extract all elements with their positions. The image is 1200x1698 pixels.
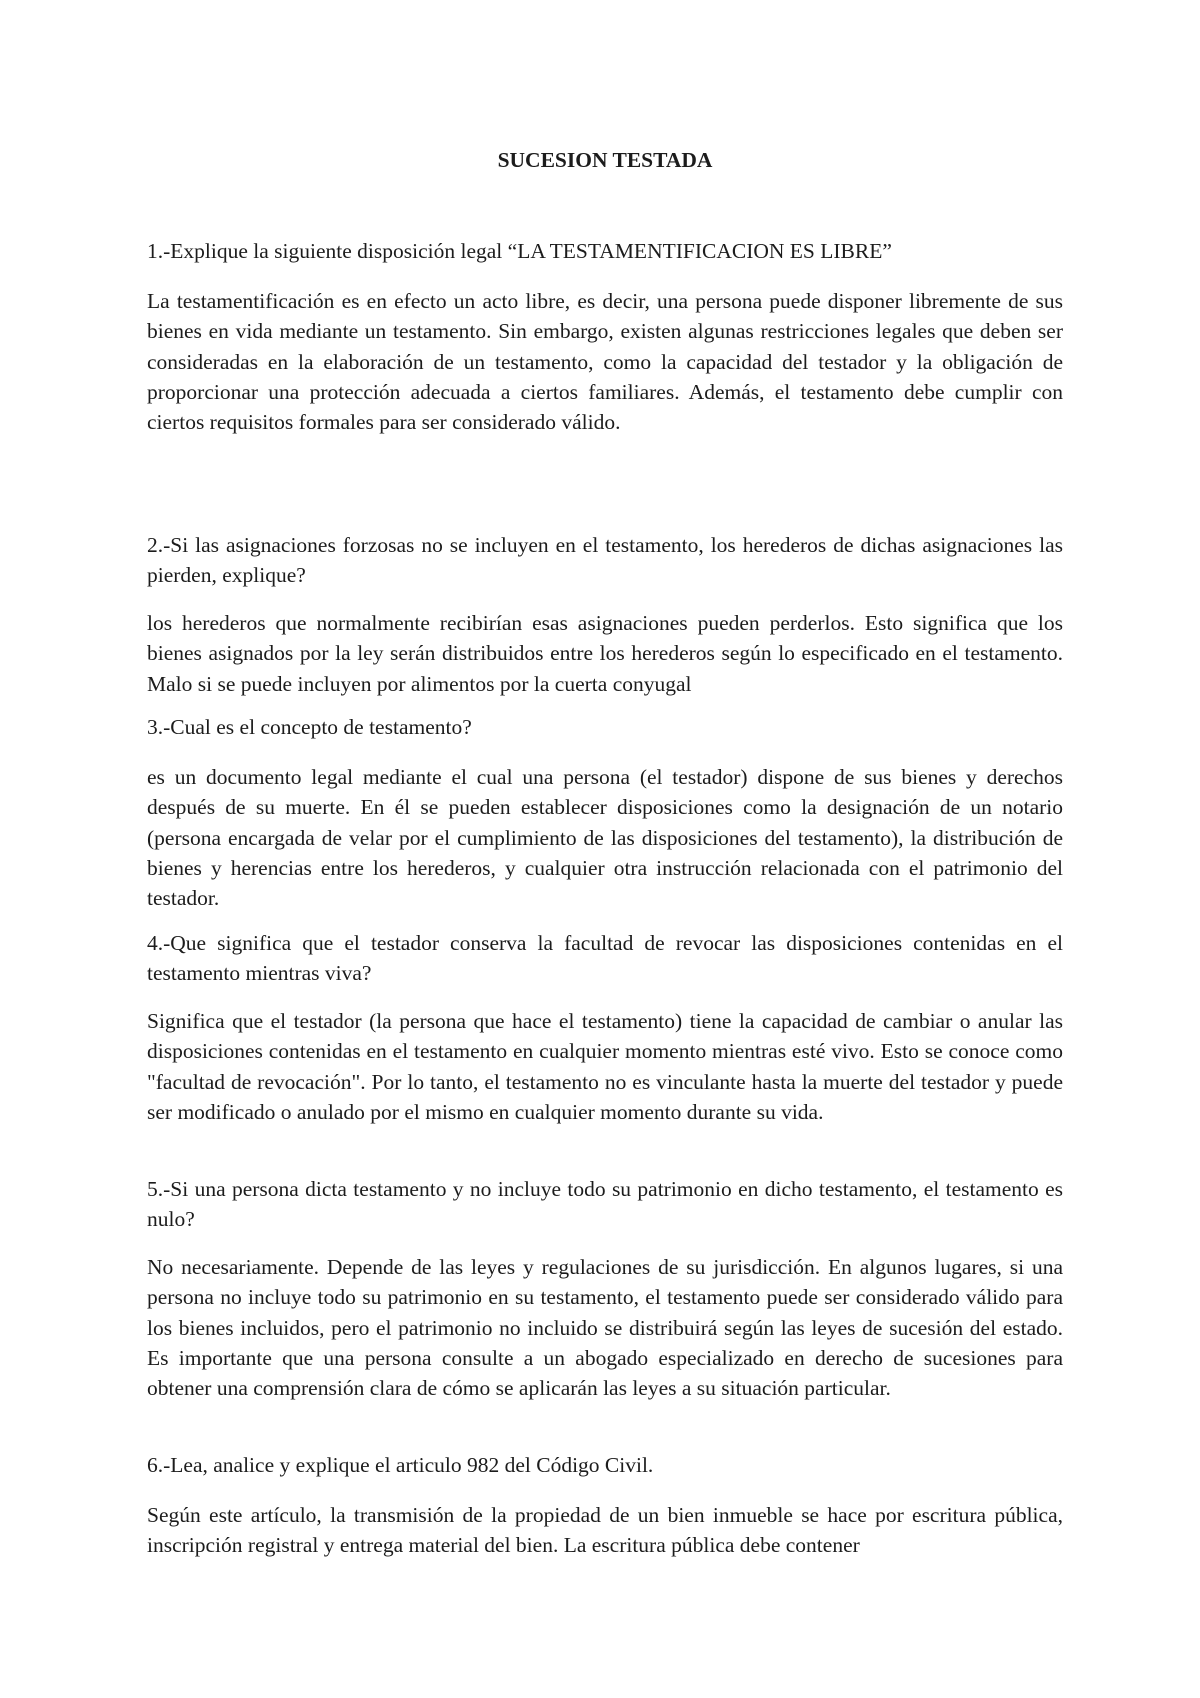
answer-5: No necesariamente. Depende de las leyes y regulaciones de su jurisdicción. En algunos lugares, si una persona no incluye todo su patrimonio en su testamento, el testamento puede ser considerado válido para los bienes incluidos, pero el patrimonio no incluido se distribuirá según las leyes de sucesión del estado. Es importante que una persona consulte a un abogado especializado en derecho de sucesiones para obtener una comprensión clara de cómo se aplicarán las leyes a su situación particular. (147, 1255, 1063, 1401)
question-2: 2.-Si las asignaciones forzosas no se incluyen en el testamento, los herederos de dichas asignaciones las pierden, explique? (147, 533, 1063, 588)
question-6: 6.-Lea, analice y explique el articulo 982 del Código Civil. (147, 1453, 654, 1477)
answer-2: los herederos que normalmente recibirían esas asignaciones pueden perderlos. Esto significa que los bienes asignados por la ley serán distribuidos entre los herederos según lo especificado en el testamento. Malo si se puede incluyen por alimentos por la cuerta conyugal (147, 611, 1063, 696)
document-title: SUCESION TESTADA (497, 148, 713, 172)
question-3: 3.-Cual es el concepto de testamento? (147, 715, 472, 739)
answer-1: La testamentificación es en efecto un acto libre, es decir, una persona puede disponer libremente de sus bienes en vida mediante un testamento. Sin embargo, existen algunas restricciones legales que deben ser consideradas en la elaboración de un testamento, como la capacidad del testador y la obligación de proporcionar una protección adecuada a ciertos familiares. Además, el testamento debe cumplir con ciertos requisitos formales para ser considerado válido. (147, 289, 1063, 435)
answer-4: Significa que el testador (la persona que hace el testamento) tiene la capacidad de cambiar o anular las disposiciones contenidas en el testamento en cualquier momento mientras esté vivo. Esto se conoce como "facultad de revocación". Por lo tanto, el testamento no es vinculante hasta la muerte del testador y puede ser modificado o anulado por el mismo en cualquier momento durante su vida. (147, 1009, 1063, 1124)
answer-6: Según este artículo, la transmisión de la propiedad de un bien inmueble se hace por escritura pública, inscripción registral y entrega material del bien. La escritura pública debe contener (147, 1503, 1063, 1558)
answer-3: es un documento legal mediante el cual una persona (el testador) dispone de sus bienes y derechos después de su muerte. En él se pueden establecer disposiciones como la designación de un notario (persona encargada de velar por el cumplimiento de las disposiciones del testamento), la distribución de bienes y herencias entre los herederos, y cualquier otra instrucción relacionada con el patrimonio del testador. (147, 765, 1063, 911)
question-4: 4.-Que significa que el testador conserva la facultad de revocar las disposiciones contenidas en el testamento mientras viva? (147, 931, 1063, 986)
question-5: 5.-Si una persona dicta testamento y no incluye todo su patrimonio en dicho testamento, el testamento es nulo? (147, 1177, 1063, 1232)
question-1: 1.-Explique la siguiente disposición legal “LA TESTAMENTIFICACION ES LIBRE” (147, 239, 892, 263)
